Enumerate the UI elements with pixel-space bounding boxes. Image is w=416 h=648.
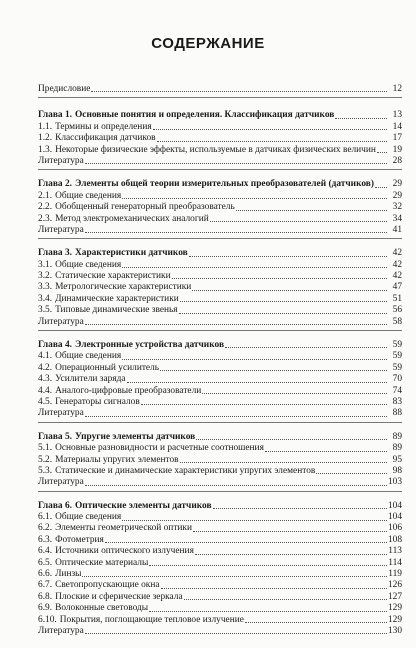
dot-leader <box>193 530 387 532</box>
toc-page-number: 28 <box>392 155 402 166</box>
dot-leader <box>210 220 387 222</box>
toc-entry-title: Волоконные световоды <box>55 603 149 614</box>
toc-entry-number: 2.1. <box>38 190 53 201</box>
toc-entry[interactable] <box>38 408 402 419</box>
toc-entry-number: 6.5. <box>38 557 53 568</box>
toc-entry-number: 5.1. <box>38 443 53 454</box>
toc-chapter-heading[interactable] <box>38 248 402 259</box>
toc-entry-number: 3.1. <box>38 259 53 270</box>
toc-page-number: 70 <box>392 374 402 385</box>
toc-entry[interactable] <box>38 202 402 213</box>
toc-entry-title: Метрологические характеристики <box>55 282 192 293</box>
toc-page-number: 12 <box>392 83 402 94</box>
toc-page-number: 129 <box>387 614 402 625</box>
toc-page-number: 47 <box>392 282 402 293</box>
toc-page-number: 34 <box>392 213 402 224</box>
toc-entry-number: 4.3. <box>38 374 53 385</box>
dot-leader <box>245 621 387 623</box>
toc-entry-title: Оптические материалы <box>55 557 149 568</box>
toc-entry-title: Плоские и сферические зеркала <box>55 591 183 602</box>
toc-page-number: 29 <box>392 190 402 201</box>
dot-leader <box>82 575 387 577</box>
toc-entry-title: Некоторые физические эффекты, используемые в датчиках физических величин <box>55 144 376 155</box>
toc-entry-title: Усилители заряда <box>55 374 126 385</box>
toc-entry[interactable] <box>38 191 402 202</box>
toc-entry[interactable] <box>38 546 402 557</box>
toc-page-number: 32 <box>392 202 402 213</box>
toc-entry-number: Глава 2. <box>38 179 72 190</box>
toc-page-number: 130 <box>387 626 402 636</box>
toc-entry-number: 4.4. <box>38 385 53 396</box>
toc-entry-title: Материалы упругих элементов <box>55 454 179 465</box>
dot-leader <box>377 151 387 153</box>
toc-entry-number: 1.1. <box>38 121 53 132</box>
toc-entry-title: Литература <box>38 155 84 166</box>
toc-entry-title: Операционный усилитель <box>55 362 160 373</box>
toc-entry-number: 6.7. <box>38 580 53 591</box>
dot-leader <box>161 587 387 589</box>
dot-leader <box>189 255 387 257</box>
toc-entry[interactable] <box>38 317 402 328</box>
toc-entry-title: Литература <box>38 408 84 419</box>
toc-entry-title: Статические и динамические характеристики упругих элементов <box>55 465 316 476</box>
dot-leader <box>316 472 387 474</box>
toc-entry-title: Аналого-цифровые преобразователи <box>55 385 202 396</box>
toc-entry-title: Покрытия, поглощающие тепловое излучение <box>59 614 244 625</box>
toc-entry-title: Общие сведения <box>55 259 122 270</box>
toc-entry[interactable] <box>38 626 402 637</box>
toc-entry-title: Статические характеристики <box>55 271 171 282</box>
page-title: СОДЕРЖАНИЕ <box>151 35 265 52</box>
toc-entry-number: 3.5. <box>38 305 53 316</box>
toc-entry[interactable] <box>38 260 402 271</box>
toc-page-number: 74 <box>392 385 402 396</box>
toc-entry-number: 6.9. <box>38 603 53 614</box>
toc-entry[interactable] <box>38 386 402 397</box>
toc-entry-number: 3.4. <box>38 293 53 304</box>
toc-entry-title: Оптические элементы датчиков <box>74 500 212 511</box>
toc-entry[interactable] <box>38 477 402 488</box>
toc-entry-number: 3.2. <box>38 271 53 282</box>
toc-entry[interactable] <box>38 156 402 167</box>
dot-leader <box>225 346 387 348</box>
toc-entry-title: Упругие элементы датчиков <box>74 431 196 442</box>
toc-entry-number: Глава 4. <box>38 340 72 351</box>
toc-chapter-block <box>38 432 402 492</box>
toc-entry[interactable] <box>38 615 402 626</box>
toc-entry-title: Светопропускающие окна <box>55 580 160 591</box>
dot-leader <box>213 507 387 509</box>
toc-page-number: 42 <box>392 271 402 282</box>
dot-leader <box>192 289 387 291</box>
toc-entry-number: 5.3. <box>38 465 53 476</box>
toc-entry-number: 2.3. <box>38 213 53 224</box>
toc-entry[interactable] <box>38 351 402 362</box>
dot-leader <box>184 598 387 600</box>
toc-entry[interactable] <box>38 397 402 408</box>
toc-page-number: 95 <box>392 454 402 465</box>
dot-leader <box>180 461 387 463</box>
dot-leader <box>153 128 387 130</box>
toc-entry-number: 3.3. <box>38 282 53 293</box>
toc-page-number: 42 <box>392 248 402 259</box>
toc-entry[interactable] <box>38 271 402 282</box>
toc-entry[interactable] <box>38 443 402 454</box>
toc-entry[interactable] <box>38 603 402 614</box>
toc-entry[interactable] <box>38 466 402 477</box>
toc-chapter-block <box>38 110 402 170</box>
toc-page-number: 13 <box>392 110 402 121</box>
toc-page-number: 14 <box>392 121 402 132</box>
toc-entry-title: Общие сведения <box>55 351 122 362</box>
toc-entry-title: Линзы <box>55 569 82 580</box>
toc-page-number: 119 <box>388 569 402 580</box>
toc-entry[interactable] <box>38 122 402 133</box>
toc-chapter-block <box>38 501 402 640</box>
toc-entry-number: 5.2. <box>38 454 53 465</box>
toc-entry-title: Обобщенный генераторный преобразователь <box>55 202 235 213</box>
dot-leader <box>127 381 387 383</box>
toc-page-number: 56 <box>392 305 402 316</box>
dot-leader <box>335 117 387 119</box>
toc-page-number: 29 <box>392 179 402 190</box>
toc-page-number: 59 <box>392 340 402 351</box>
toc-page-number: 89 <box>392 443 402 454</box>
toc-entry[interactable] <box>38 535 402 546</box>
dot-leader <box>265 450 387 452</box>
dot-leader <box>202 392 387 394</box>
toc-page-number: 59 <box>392 351 402 362</box>
toc-entry[interactable] <box>38 145 402 156</box>
toc-page-number: 98 <box>392 465 402 476</box>
dot-leader <box>85 632 387 634</box>
dot-leader <box>196 438 387 440</box>
toc-chapter-block <box>38 248 402 331</box>
toc-entry-title: Литература <box>38 477 84 488</box>
toc-entry[interactable] <box>38 214 402 225</box>
toc-entry[interactable] <box>38 282 402 293</box>
dot-leader <box>172 277 387 279</box>
toc-entry-title: Генераторы сигналов <box>55 396 140 407</box>
toc-entry-title: Источники оптического излучения <box>55 546 194 557</box>
toc-entry-number: 6.3. <box>38 534 53 545</box>
toc-entry[interactable] <box>38 363 402 374</box>
toc-chapter-heading[interactable] <box>38 179 402 190</box>
dot-leader <box>141 403 387 405</box>
toc-page-number: 129 <box>387 603 402 614</box>
toc-entry[interactable] <box>38 569 402 580</box>
toc-page-number: 83 <box>392 396 402 407</box>
dot-leader <box>160 369 387 371</box>
toc-entry-title: Электронные устройства датчиков <box>74 340 225 351</box>
dot-leader <box>85 484 387 486</box>
toc-entry-number: Глава 3. <box>38 248 72 259</box>
dot-leader <box>85 162 387 164</box>
toc-page-number: 58 <box>392 316 402 327</box>
dot-leader <box>195 553 387 555</box>
dot-leader <box>180 300 387 302</box>
toc-entry-number: 2.2. <box>38 202 53 213</box>
toc-entry-number: 6.2. <box>38 523 53 534</box>
toc-entry-title: Динамические характеристики <box>55 293 179 304</box>
toc-entry-title: Характеристики датчиков <box>74 248 188 259</box>
dot-leader <box>122 519 387 521</box>
toc-chapter-block <box>38 340 402 423</box>
toc-entry-number: 6.10. <box>38 614 57 625</box>
toc-entry-number: Глава 6. <box>38 500 72 511</box>
dot-leader <box>149 610 387 612</box>
toc-chapter-heading[interactable] <box>38 110 402 121</box>
toc-page-number: 17 <box>392 133 402 144</box>
toc-entry-number: 6.8. <box>38 591 53 602</box>
toc-entry[interactable] <box>38 225 402 236</box>
dot-leader <box>91 90 387 92</box>
toc-page-number: 108 <box>387 534 402 545</box>
toc-entry-title: Общие сведения <box>55 512 122 523</box>
toc-chapter-heading[interactable] <box>38 340 402 351</box>
dot-leader <box>105 541 387 543</box>
toc-entry[interactable] <box>38 374 402 385</box>
dot-leader <box>85 231 387 233</box>
toc-preface-block <box>38 84 402 98</box>
toc-page-number: 42 <box>392 259 402 270</box>
toc-entry-number: Глава 5. <box>38 431 72 442</box>
toc-page-number: 89 <box>392 431 402 442</box>
toc-entry-title: Литература <box>38 316 84 327</box>
toc-entry-title: Элементы геометрической оптики <box>55 523 193 534</box>
toc-entry-number: 6.1. <box>38 512 53 523</box>
toc-entry-title: Основные разновидности и расчетные соотношения <box>55 443 264 454</box>
toc-page-number: 127 <box>387 591 402 602</box>
dot-leader <box>85 415 387 417</box>
toc-entry[interactable] <box>38 455 402 466</box>
toc-entry-title: Классификация датчиков <box>55 133 156 144</box>
toc-entry-number: 4.2. <box>38 362 53 373</box>
toc-entry[interactable] <box>38 558 402 569</box>
toc-entry[interactable] <box>38 84 402 95</box>
toc-page-number: 51 <box>392 293 402 304</box>
toc-entry-number: Глава 1. <box>38 110 72 121</box>
toc-entry-number: 1.2. <box>38 133 53 144</box>
toc-entry[interactable] <box>38 592 402 603</box>
toc-page-number: 104 <box>387 500 402 511</box>
toc-entry-title: Фотометрия <box>55 534 104 545</box>
dot-leader <box>85 323 387 325</box>
dot-leader <box>236 209 387 211</box>
toc-entry[interactable] <box>38 580 402 591</box>
toc-entry-number: 1.3. <box>38 144 53 155</box>
toc-entry-title: Основные понятия и определения. Классификация датчиков <box>74 110 335 121</box>
toc-chapter-heading[interactable] <box>38 432 402 443</box>
dot-leader <box>122 197 387 199</box>
toc-entry-number: 4.1. <box>38 351 53 362</box>
toc-entry-title: Предисловие <box>38 83 91 94</box>
table-of-contents <box>38 84 402 648</box>
toc-entry-title: Литература <box>38 626 84 636</box>
toc-page-number: 59 <box>392 362 402 373</box>
toc-entry-title: Метод электромеханических аналогий <box>55 213 209 224</box>
toc-page-number: 104 <box>387 512 402 523</box>
toc-entry-number: 6.6. <box>38 569 53 580</box>
toc-entry-number: 6.4. <box>38 546 53 557</box>
dot-leader <box>375 186 387 188</box>
toc-page-number: 106 <box>387 523 402 534</box>
toc-entry-title: Термины и определения <box>55 121 152 132</box>
toc-chapter-heading[interactable] <box>38 501 402 512</box>
dot-leader <box>157 140 387 142</box>
toc-page-number: 19 <box>392 144 402 155</box>
toc-entry[interactable] <box>38 294 402 305</box>
toc-entry-title: Элементы общей теории измерительных преобразователей (датчиков) <box>74 179 374 190</box>
toc-entry[interactable] <box>38 512 402 523</box>
toc-page-number: 41 <box>392 224 402 235</box>
dot-leader <box>122 358 387 360</box>
toc-entry[interactable] <box>38 524 402 535</box>
dot-leader <box>122 266 387 268</box>
toc-entry-number: 4.5. <box>38 396 53 407</box>
toc-entry[interactable] <box>38 133 402 144</box>
toc-page-number: 103 <box>387 477 402 488</box>
toc-entry[interactable] <box>38 305 402 316</box>
toc-page-number: 114 <box>388 557 402 568</box>
toc-entry-title: Литература <box>38 224 84 235</box>
toc-page-number: 126 <box>387 580 402 591</box>
toc-chapter-block <box>38 179 402 239</box>
toc-page-number: 88 <box>392 408 402 419</box>
toc-entry-title: Типовые динамические звенья <box>55 305 178 316</box>
toc-entry-title: Общие сведения <box>55 190 122 201</box>
dot-leader <box>179 312 387 314</box>
dot-leader <box>149 564 387 566</box>
toc-page-number: 113 <box>388 546 402 557</box>
